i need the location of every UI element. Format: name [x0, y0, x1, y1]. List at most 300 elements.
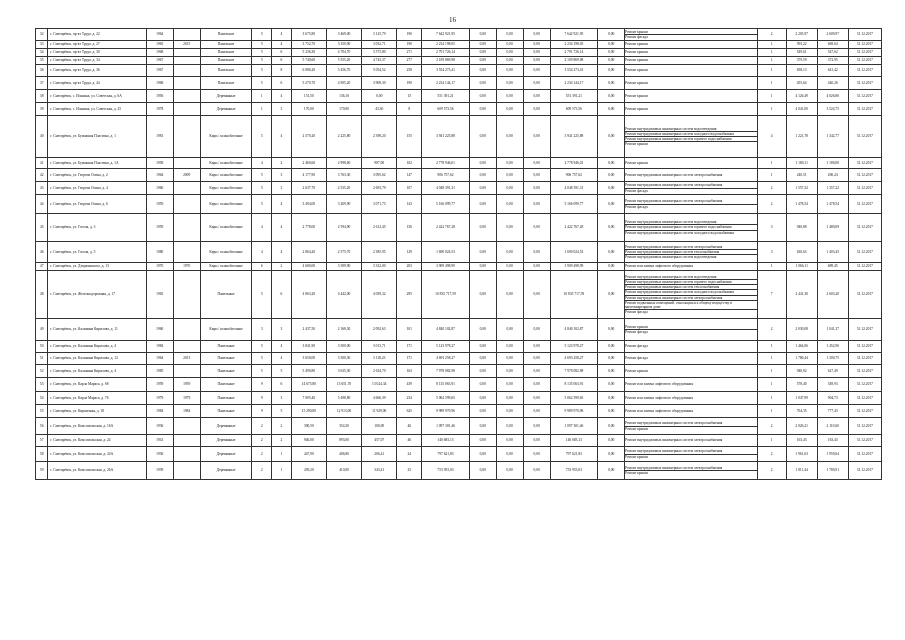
table-row — [36, 353, 882, 365]
cell-fl: 2 — [252, 447, 272, 462]
cell-ent: 3 — [272, 182, 292, 195]
cell-num: 47 — [36, 263, 48, 271]
work-item: Ремонт крыши — [625, 454, 757, 459]
cell-year: 1959 — [146, 195, 173, 214]
cell-res: 25 — [397, 462, 422, 480]
cell-c3: 0,00 — [496, 182, 523, 195]
cell-num2: 1 — [757, 365, 786, 378]
cell-date: 31.12.2017 — [848, 435, 881, 447]
cell-year: 1970 — [146, 263, 173, 271]
cell-num2: 1 — [757, 57, 786, 65]
cell-ent: 2 — [272, 263, 292, 271]
cell-works — [625, 116, 758, 158]
cell-c6: 0,00 — [598, 169, 625, 182]
cell-k2: 547,62 — [817, 49, 848, 57]
cell-s2: 4 905,20 — [326, 77, 361, 90]
cell-s3: 0,00 — [362, 90, 397, 103]
work-item: Ремонт внутридомовых инженерных систем горячего водоснабжения — [625, 279, 757, 284]
cell-k2: 641,42 — [817, 65, 848, 77]
cell-s1: 946,00 — [291, 435, 326, 447]
cell-year: 1959 — [146, 378, 173, 392]
cell-year: 1967 — [146, 57, 173, 65]
work-item: Ремонт крыши — [625, 68, 648, 73]
cell-s1: 5 270,70 — [291, 77, 326, 90]
cell-fl: 9 — [252, 405, 272, 418]
cell-s2: 3 635,30 — [326, 365, 361, 378]
cell-addr: г. Снегирёвск, ул. Георгия Осина, д. 2 — [48, 169, 146, 182]
table-row — [36, 418, 882, 435]
cell-date: 31.12.2017 — [848, 378, 881, 392]
cell-year: 1968 — [146, 77, 173, 90]
cell-c1: 2 109 869,98 — [422, 57, 470, 65]
cell-c1: 753 953,03 — [422, 462, 470, 480]
work-item: Ремонт внутридомовых инженерных систем водоотведения — [625, 254, 757, 259]
cell-c4: 0,00 — [523, 90, 550, 103]
cell-res: 439 — [397, 378, 422, 392]
cell-num: 46 — [36, 242, 48, 263]
cell-k1: 1 961,63 — [786, 447, 817, 462]
cell-c4: 0,00 — [523, 271, 550, 319]
cell-addr: г. Снегирёвск, ул. Карла Маркса, д. 76 — [48, 392, 146, 405]
cell-k1: 1 478,54 — [786, 195, 817, 214]
cell-addr: г. Снегирёвск, ул. Бумажная Пластина, д. 1А — [48, 158, 146, 169]
cell-s3: 5 054,52 — [362, 65, 397, 77]
cell-addr: г. Снегирёвск, ул. Калинина Кирилова, д. 4 — [48, 341, 146, 353]
cell-s2: 2 998,60 — [326, 158, 361, 169]
cell-year: 1967 — [146, 65, 173, 77]
cell-num: 58 — [36, 447, 48, 462]
cell-c3: 0,00 — [496, 341, 523, 353]
cell-rec — [173, 365, 200, 378]
cell-rec: 1970 — [173, 263, 200, 271]
cell-c5: 4 840 102,87 — [550, 319, 598, 341]
cell-k2: 1 780,91 — [817, 462, 848, 480]
table-row — [36, 242, 882, 263]
cell-rec — [173, 65, 200, 77]
cell-c5: 551 391,21 — [550, 90, 598, 103]
cell-k1: 2 026,21 — [786, 418, 817, 435]
cell-c4: 0,00 — [523, 103, 550, 116]
cell-works — [625, 29, 758, 41]
cell-mat: Панельное — [200, 49, 252, 57]
cell-res: 147 — [397, 169, 422, 182]
cell-c1: 3 554 273,41 — [422, 65, 470, 77]
cell-s1: 2 778,00 — [291, 214, 326, 242]
cell-c4: 0,00 — [523, 214, 550, 242]
cell-addr: г. Снегирёвск, ул. Георгия Осина, д. 4 — [48, 182, 146, 195]
cell-k1: 4 041,00 — [786, 103, 817, 116]
cell-mat: Кирп./ шлакоблочные — [200, 242, 252, 263]
cell-addr: г. Снегирёвск, ул. Гоголя, д. 5 — [48, 242, 146, 263]
cell-c4: 0,00 — [523, 65, 550, 77]
cell-works — [625, 263, 758, 271]
table-row — [36, 271, 882, 319]
work-item: Ремонт внутридомовых инженерных систем водоотведения — [625, 126, 717, 131]
cell-year: 1960 — [146, 319, 173, 341]
cell-k1: 764,35 — [786, 405, 817, 418]
cell-s2: 4 442,00 — [326, 271, 361, 319]
cell-s2: 2 168,30 — [326, 319, 361, 341]
cell-fl: 2 — [252, 418, 272, 435]
cell-mat: Кирп./ шлакоблочные — [200, 158, 252, 169]
cell-c1: 4 048 391,31 — [422, 182, 470, 195]
cell-works — [625, 77, 758, 90]
cell-k1: 379,59 — [786, 57, 817, 65]
cell-k2: 4 026,86 — [817, 90, 848, 103]
cell-res: 234 — [397, 392, 422, 405]
cell-mat: Панельное — [200, 77, 252, 90]
cell-s1: 6 086,20 — [291, 65, 326, 77]
cell-s1: 5 236,30 — [291, 49, 326, 57]
cell-rec — [173, 271, 200, 319]
cell-s2: 3 350,90 — [326, 41, 361, 49]
cell-works — [625, 182, 758, 195]
cell-s2: 170,00 — [326, 103, 361, 116]
table-row — [36, 392, 882, 405]
cell-mat: Панельное — [200, 29, 252, 41]
cell-num: 42 — [36, 169, 48, 182]
cell-year: 1964 — [146, 169, 173, 182]
cell-k2: 1 180,00 — [817, 158, 848, 169]
cell-date: 31.12.2017 — [848, 169, 881, 182]
cell-c5: 4 048 391,31 — [550, 182, 598, 195]
registry-body — [36, 29, 882, 480]
cell-c1: 5 123 978,27 — [422, 341, 470, 353]
cell-c2: 0,00 — [469, 263, 496, 271]
cell-date: 31.12.2017 — [848, 405, 881, 418]
cell-c6: 0,00 — [598, 319, 625, 341]
cell-works — [625, 65, 758, 77]
cell-c6: 0,00 — [598, 49, 625, 57]
cell-s3: 4 059,32 — [362, 271, 397, 319]
cell-c4: 0,00 — [523, 41, 550, 49]
cell-c6: 0,00 — [598, 41, 625, 49]
cell-s3: 2 634,70 — [362, 365, 397, 378]
cell-c2: 0,00 — [469, 77, 496, 90]
cell-c6: 0,00 — [598, 57, 625, 65]
cell-k1: 940,92 — [786, 365, 817, 378]
cell-addr: г. Снегирёвск, пр-кт Труда, д. 36 — [48, 65, 146, 77]
cell-c6: 0,00 — [598, 378, 625, 392]
cell-k1: 1 180,11 — [786, 158, 817, 169]
cell-c6: 0,00 — [598, 90, 625, 103]
work-item: Ремонт фасада — [625, 204, 757, 209]
cell-fl: 2 — [252, 462, 272, 480]
table-row — [36, 365, 882, 378]
cell-ent: 3 — [272, 319, 292, 341]
cell-s2: 5 498,80 — [326, 392, 361, 405]
cell-ent: 1 — [272, 447, 292, 462]
cell-c5: 5 062 599,65 — [550, 392, 598, 405]
cell-addr: г. Снегирёвск, пр-кт Труда, д. 44 — [48, 77, 146, 90]
cell-works — [625, 49, 758, 57]
cell-c4: 0,00 — [523, 49, 550, 57]
cell-s1: 151,50 — [291, 90, 326, 103]
cell-s2: 410,00 — [326, 462, 361, 480]
cell-c4: 0,00 — [523, 263, 550, 271]
cell-fl: 2 — [252, 435, 272, 447]
registry-table — [35, 28, 882, 480]
cell-c3: 0,00 — [496, 418, 523, 435]
cell-c3: 0,00 — [496, 90, 523, 103]
cell-c1: 797 621,83 — [422, 447, 470, 462]
cell-c1: 3 909 498,99 — [422, 263, 470, 271]
cell-s1: 2 637,70 — [291, 182, 326, 195]
cell-c6: 0,00 — [598, 263, 625, 271]
cell-mat: Деревянные — [200, 447, 252, 462]
cell-c4: 0,00 — [523, 353, 550, 365]
cell-addr: г. Снегирёвск, пр-кт Труда, д. 27 — [48, 41, 146, 49]
cell-c4: 0,00 — [523, 447, 550, 462]
cell-rec: 1959 — [173, 378, 200, 392]
cell-rec — [173, 341, 200, 353]
cell-addr: г. Снегирёвск, ул. Карла Маркса, д. 68 — [48, 378, 146, 392]
work-item: Ремонт фасада — [625, 329, 757, 334]
cell-res: 190 — [397, 77, 422, 90]
cell-num: 55 — [36, 405, 48, 418]
cell-s3: 13 024,34 — [362, 378, 397, 392]
cell-c5: 2 778 946,01 — [550, 158, 598, 169]
cell-addr: г. Снегирёвск, пр-кт Труда, д. 34 — [48, 57, 146, 65]
cell-fl: 5 — [252, 182, 272, 195]
cell-c6: 0,00 — [598, 462, 625, 480]
cell-c1: 2 778 946,01 — [422, 158, 470, 169]
cell-year: 1964 — [146, 353, 173, 365]
cell-year: 1936 — [146, 418, 173, 435]
cell-res: 129 — [397, 242, 422, 263]
cell-year: 1960 — [146, 182, 173, 195]
cell-date: 31.12.2017 — [848, 462, 881, 480]
cell-s2: 5 555,20 — [326, 57, 361, 65]
cell-num: 43 — [36, 182, 48, 195]
cell-mat: Панельные — [200, 365, 252, 378]
cell-k2: 1 357,22 — [817, 182, 848, 195]
work-item: Ремонт крыши — [625, 93, 648, 98]
cell-c1: 5 166 099,77 — [422, 195, 470, 214]
cell-s3: 3 071,73 — [362, 195, 397, 214]
cell-num: 32 — [36, 29, 48, 41]
cell-ent: 5 — [272, 365, 292, 378]
cell-date: 31.12.2017 — [848, 158, 881, 169]
table-row — [36, 263, 882, 271]
cell-rec — [173, 77, 200, 90]
cell-c3: 0,00 — [496, 353, 523, 365]
cell-s3: 4 666,39 — [362, 392, 397, 405]
cell-fl: 9 — [252, 392, 272, 405]
cell-k1: 4 126,49 — [786, 90, 817, 103]
cell-c2: 0,00 — [469, 405, 496, 418]
work-item: Ремонт фасада — [625, 188, 757, 193]
cell-c1: 2 422 767,28 — [422, 214, 470, 242]
cell-c6: 0,00 — [598, 214, 625, 242]
cell-k2: 2 609,97 — [817, 29, 848, 41]
cell-c5: 7 642 921,95 — [550, 29, 598, 41]
cell-date: 31.12.2017 — [848, 116, 881, 158]
cell-c5: 2 109 869,98 — [550, 57, 598, 65]
cell-c1: 8 135 063,91 — [422, 378, 470, 392]
cell-num2: 2 — [757, 462, 786, 480]
cell-c3: 0,00 — [496, 378, 523, 392]
cell-works — [625, 392, 758, 405]
cell-k2: 1 403,45 — [817, 242, 848, 263]
cell-c5: 906 757,62 — [550, 169, 598, 182]
cell-fl: 3 — [252, 319, 272, 341]
cell-c3: 0,00 — [496, 319, 523, 341]
cell-date: 31.12.2017 — [848, 341, 881, 353]
cell-s1: 3 494,00 — [291, 195, 326, 214]
cell-c3: 0,00 — [496, 169, 523, 182]
cell-k2: 2 110,60 — [817, 418, 848, 435]
cell-addr: г. Снегирёвск, ул. Дзержинского, д. 13 — [48, 263, 146, 271]
cell-res: 102 — [397, 158, 422, 169]
cell-num2: 1 — [757, 378, 786, 392]
cell-k2: 1 300,75 — [817, 353, 848, 365]
cell-year: 1984 — [146, 341, 173, 353]
cell-s3: 457,07 — [362, 435, 397, 447]
cell-c3: 0,00 — [496, 392, 523, 405]
cell-c3: 0,00 — [496, 405, 523, 418]
cell-c1: 2 234 198,05 — [422, 41, 470, 49]
cell-c2: 0,00 — [469, 214, 496, 242]
cell-s3: 3 095,62 — [362, 169, 397, 182]
table-row — [36, 341, 882, 353]
work-item: Ремонт крыши — [625, 470, 757, 475]
table-row — [36, 29, 882, 41]
cell-c5: 753 953,03 — [550, 462, 598, 480]
cell-mat: Панельные — [200, 353, 252, 365]
cell-c2: 0,00 — [469, 353, 496, 365]
cell-c5: 10 835 717,59 — [550, 271, 598, 319]
cell-c4: 0,00 — [523, 195, 550, 214]
cell-c1: 10 835 717,59 — [422, 271, 470, 319]
cell-mat: Панельные — [200, 341, 252, 353]
work-item: Ремонт внутридомовых инженерных систем теплоснабжения — [625, 249, 757, 254]
cell-c5: 3 554 273,41 — [550, 65, 598, 77]
cell-c4: 0,00 — [523, 182, 550, 195]
cell-rec: 2013 — [173, 353, 200, 365]
cell-ent: 2 — [272, 418, 292, 435]
work-item: Ремонт фасада — [625, 309, 757, 314]
cell-c3: 0,00 — [496, 462, 523, 480]
cell-c6: 0,00 — [598, 195, 625, 214]
cell-res: 107 — [397, 182, 422, 195]
cell-works — [625, 418, 758, 435]
cell-mat: Кирп./ шлакоблочные — [200, 116, 252, 158]
work-item: Ремонт крыши — [625, 50, 648, 55]
cell-rec — [173, 29, 200, 41]
cell-s2: 354,30 — [326, 418, 361, 435]
table-row — [36, 49, 882, 57]
cell-num2: 1 — [757, 158, 786, 169]
cell-c6: 0,00 — [598, 242, 625, 263]
cell-works — [625, 378, 758, 392]
work-item: Ремонт внутридомовых инженерных систем холодного водоснабжения — [625, 230, 757, 235]
work-item: Ремонт фасада — [625, 344, 648, 349]
cell-s3: 2 385,95 — [362, 242, 397, 263]
cell-rec — [173, 214, 200, 242]
cell-works — [625, 103, 758, 116]
cell-s3: 100,00 — [362, 418, 397, 435]
cell-c3: 0,00 — [496, 214, 523, 242]
work-item: Ремонт крыши — [625, 368, 648, 373]
table-row — [36, 169, 882, 182]
cell-date: 31.12.2017 — [848, 392, 881, 405]
cell-c3: 0,00 — [496, 195, 523, 214]
cell-num: 51 — [36, 353, 48, 365]
cell-works — [625, 57, 758, 65]
cell-works — [625, 365, 758, 378]
cell-rec — [173, 49, 200, 57]
cell-rec — [173, 462, 200, 480]
cell-works — [625, 341, 758, 353]
cell-c3: 0,00 — [496, 116, 523, 158]
cell-fl: 5 — [252, 353, 272, 365]
cell-c3: 0,00 — [496, 365, 523, 378]
cell-k2: 689,45 — [817, 263, 848, 271]
cell-num: 34 — [36, 49, 48, 57]
cell-addr: г. Снегирёвск, пр-кт Труда, д. 22 — [48, 29, 146, 41]
cell-num2: 1 — [757, 353, 786, 365]
cell-c2: 0,00 — [469, 103, 496, 116]
cell-k2: 904,73 — [817, 392, 848, 405]
work-item: Ремонт крыши — [625, 106, 648, 111]
cell-num2: 3 — [757, 214, 786, 242]
cell-ent: 4 — [272, 29, 292, 41]
cell-ent: 3 — [272, 169, 292, 182]
cell-num: 39 — [36, 103, 48, 116]
cell-res: 24 — [397, 447, 422, 462]
cell-num: 36 — [36, 65, 48, 77]
cell-s1: 4 680,00 — [291, 263, 326, 271]
cell-res: 163 — [397, 365, 422, 378]
cell-s3: 3 125,79 — [362, 29, 397, 41]
cell-num2: 2 — [757, 195, 786, 214]
cell-s2: 3 500,00 — [326, 341, 361, 353]
cell-k2: 440,26 — [817, 77, 848, 90]
work-item: Ремонт внутридомовых инженерных систем горячего водоснабжения — [625, 224, 757, 229]
cell-c3: 0,00 — [496, 271, 523, 319]
work-item: Ремонт внутридомовых инженерных систем электроснабжения — [625, 183, 723, 188]
cell-s1: 4 863,20 — [291, 271, 326, 319]
cell-num: 44 — [36, 195, 48, 214]
cell-num2: 1 — [757, 435, 786, 447]
cell-addr: г. Снегирёвск, ул. Калинина Кирилова, д. 12 — [48, 353, 146, 365]
cell-works — [625, 214, 758, 242]
cell-works — [625, 447, 758, 462]
cell-res: 171 — [397, 341, 422, 353]
cell-mat: Панельное — [200, 65, 252, 77]
cell-k1: 163,43 — [786, 435, 817, 447]
cell-date: 31.12.2017 — [848, 41, 881, 49]
cell-res: 143 — [397, 195, 422, 214]
cell-s3: 343,41 — [362, 462, 397, 480]
cell-num: 35 — [36, 57, 48, 65]
cell-k1: 1 047,99 — [786, 392, 817, 405]
cell-c6: 0,00 — [598, 182, 625, 195]
cell-ent: 6 — [272, 57, 292, 65]
cell-rec: 1979 — [173, 392, 200, 405]
cell-ent: 6 — [272, 378, 292, 392]
cell-s2: 2 575,70 — [326, 242, 361, 263]
cell-works — [625, 319, 758, 341]
cell-year: 1956 — [146, 90, 173, 103]
cell-c3: 0,00 — [496, 41, 523, 49]
cell-c5: 2 791 726,14 — [550, 49, 598, 57]
cell-s1: 3 841,90 — [291, 341, 326, 353]
cell-s1: 15 290,80 — [291, 405, 326, 418]
cell-year: 1941 — [146, 435, 173, 447]
cell-mat: Кирп./ шлакоблочные — [200, 319, 252, 341]
